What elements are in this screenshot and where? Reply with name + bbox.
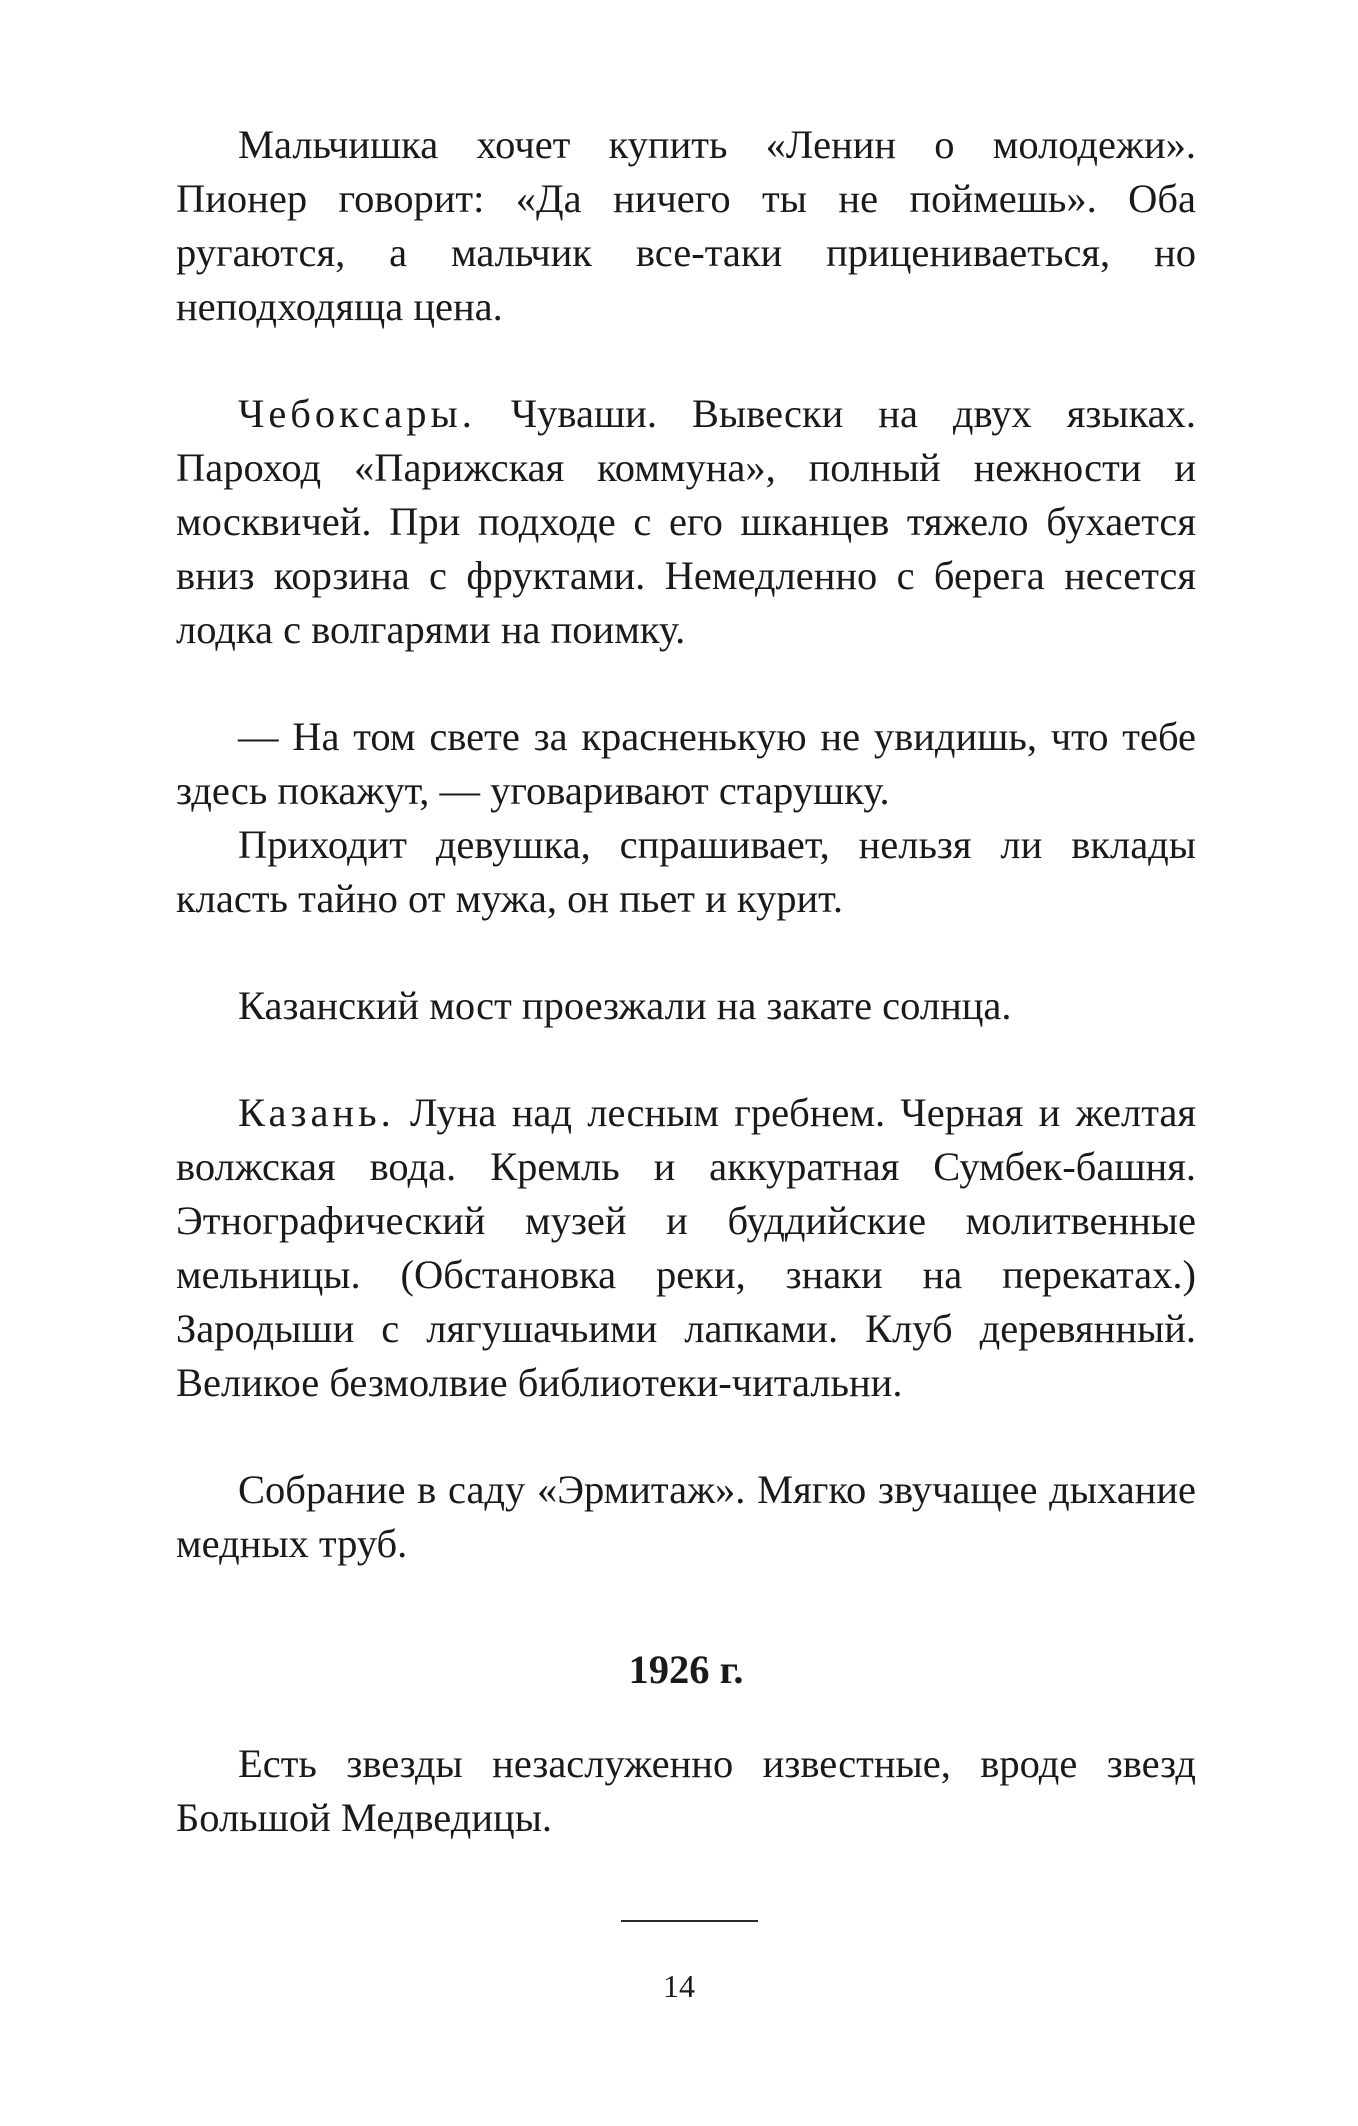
paragraph-kazan-bridge xyxy=(176,979,1196,1033)
place-name-lead: Казань. xyxy=(238,1090,395,1135)
paragraph-text: Чуваши. Вывески на двух языках. Пароход «Парижская коммуна», полный нежности и москвичей. При подходе с его шканцев тяжело бухается вниз корзина с фруктами. Немедленно с берега несется лодка с волгарями на поимку. xyxy=(176,391,1196,652)
paragraph-text: Собрание в саду «Эрмитаж». Мягко звучащее дыхание медных труб. xyxy=(176,1467,1196,1566)
page-number: 14 xyxy=(663,1968,695,2004)
paragraph-kazan xyxy=(176,1086,1196,1410)
paragraph-text: Казанский мост проезжали на закате солнца. xyxy=(238,983,1012,1028)
paragraph-text: — На том свете за красненькую не увидишь, что тебе здесь покажут, — уговаривают старушку. xyxy=(176,714,1196,813)
place-name-lead: Чебоксары. xyxy=(238,391,476,436)
paragraph-text: Приходит девушка, спрашивает, нельзя ли вклады класть тайно от мужа, он пьет и курит. xyxy=(176,822,1196,921)
paragraph-text: Луна над лесным гребнем. Черная и желтая волжская вода. Кремль и аккуратная Сумбек-башня. Этнографический музей и буддийские молитвенные мельницы. (Обстановка реки, знаки на перекатах.) Зародыши с лягушачьими лапками. Клуб деревянный. Великое безмолвие библиотеки-читальни. xyxy=(176,1090,1196,1405)
footer-divider xyxy=(621,1920,758,1922)
paragraph-boy-and-pioneer xyxy=(176,118,1196,334)
book-page-body xyxy=(176,118,1196,1845)
paragraph-dialogue-old-woman xyxy=(176,710,1196,818)
paragraph-cheboksary xyxy=(176,387,1196,657)
paragraph-text: Есть звезды незаслуженно известные, вроде звезд Большой Медведицы. xyxy=(176,1741,1196,1840)
paragraph-text: Мальчишка хочет купить «Ленин о молодежи». Пионер говорит: «Да ничего ты не поймешь». Оба ругаются, а мальчик все-таки прицениваеться, но неподходяща цена. xyxy=(176,122,1196,329)
paragraph-girl-deposits xyxy=(176,818,1196,926)
paragraph-hermitage-garden xyxy=(176,1463,1196,1571)
section-heading-year: 1926 г. xyxy=(628,1647,744,1692)
paragraph-stars xyxy=(176,1737,1196,1845)
